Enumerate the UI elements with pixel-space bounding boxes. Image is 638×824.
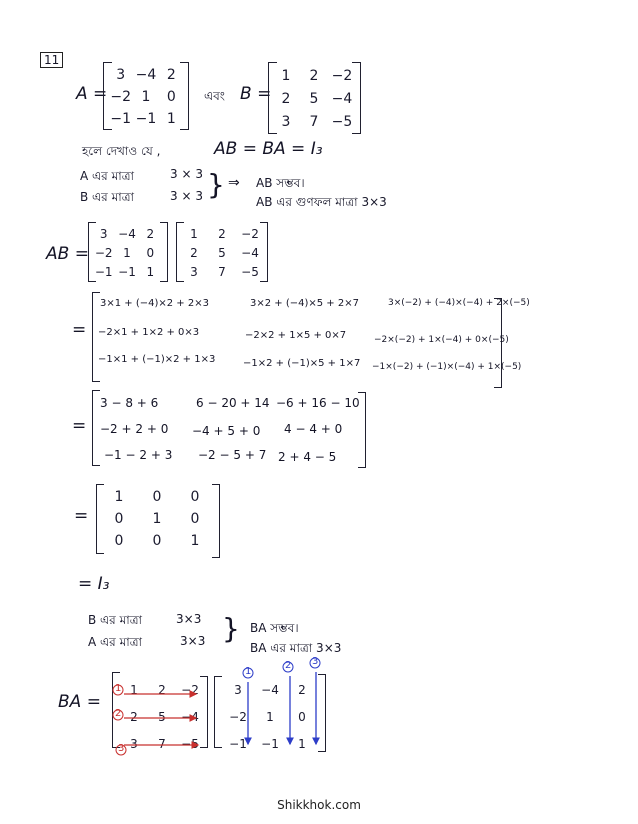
matrix-b-label: B =	[240, 84, 272, 104]
ab-a-cell: 2	[146, 226, 155, 241]
equals-sign: =	[72, 416, 87, 436]
simp-cell: −4 + 5 + 0	[192, 424, 261, 438]
ab-b-cell: −4	[241, 245, 259, 260]
order-b-value: 3 × 3	[170, 189, 203, 203]
ba-a-cell: −1	[261, 736, 279, 751]
order-a2-value: 3×3	[180, 634, 206, 648]
identity-cell: 0	[152, 489, 162, 505]
col-circle-label: 1	[245, 666, 252, 677]
ab-b-cell: 1	[190, 226, 198, 241]
matrix-b-cell: −2	[331, 67, 353, 84]
expand-cell: −2×1 + 1×2 + 0×3	[98, 327, 200, 338]
matrix-a-label: A =	[76, 84, 108, 104]
result-identity: = I₃	[78, 574, 110, 594]
ba-a-cell: 2	[298, 682, 306, 697]
ba-a-cell: 0	[298, 709, 306, 724]
equals-sign: =	[72, 320, 87, 340]
conclusion-ab-possible: AB সম্ভব।	[256, 176, 305, 190]
matrix-b-cell: −4	[331, 90, 353, 107]
matrix-b-cell: −5	[331, 113, 353, 130]
ba-a-cell: −1	[229, 736, 247, 751]
identity-cell: 1	[190, 533, 200, 549]
order-a2-label: A এর মাত্রা	[88, 635, 143, 649]
expand-cell: −1×(−2) + (−1)×(−4) + 1×(−5)	[372, 362, 522, 372]
expand-cell: −1×1 + (−1)×2 + 1×3	[98, 354, 216, 365]
expand-cell: −1×2 + (−1)×5 + 1×7	[243, 358, 361, 369]
ba-b-cell: −2	[181, 682, 199, 697]
conjunction-and: এবং	[204, 89, 225, 103]
matrix-b-cell: 7	[309, 113, 319, 130]
identity-cell: 1	[114, 489, 124, 505]
ba-b-cell: 7	[158, 736, 166, 751]
ab-a-cell: 0	[146, 245, 155, 260]
footer-watermark: Shikkhok.com	[277, 798, 361, 812]
matrix-a-cell: 1	[166, 111, 176, 127]
col-circle-label: 3	[312, 656, 319, 667]
problem-number: 11	[40, 52, 63, 68]
simp-cell: 4 − 4 + 0	[284, 422, 343, 436]
matrix-a-cell: 2	[166, 67, 176, 83]
matrix-b-cell: 1	[281, 67, 291, 84]
ab-a-cell: −1	[94, 264, 113, 279]
ab-b-cell: 2	[190, 245, 198, 260]
ba-a-cell: 3	[234, 682, 242, 697]
simp-cell: −2 + 2 + 0	[100, 422, 169, 436]
brace-right: }	[222, 612, 240, 645]
matrix-a-cell: −4	[135, 67, 157, 83]
ba-b-cell: 2	[158, 682, 166, 697]
row-circle-label: 2	[115, 708, 122, 719]
ba-a-cell: 1	[266, 709, 274, 724]
ba-b-cell: 1	[130, 682, 138, 697]
identity-cell: 0	[152, 533, 162, 549]
expand-cell: −2×(−2) + 1×(−4) + 0×(−5)	[374, 335, 509, 345]
row-circle-label: 3	[118, 743, 125, 754]
ba-a-cell: −4	[261, 682, 279, 697]
order-b2-value: 3×3	[176, 612, 202, 626]
expand-cell: 3×1 + (−4)×2 + 2×3	[100, 298, 209, 309]
prove-equation: AB = BA = I₃	[214, 139, 323, 159]
matrix-b-cell: 3	[281, 113, 291, 130]
implies-arrow: ⇒	[228, 175, 240, 191]
order-a-label: A এর মাত্রা	[80, 169, 135, 183]
ba-label: BA =	[58, 692, 101, 712]
simp-cell: −1 − 2 + 3	[104, 448, 173, 462]
conclusion-ab-order: AB এর গুণফল মাত্রা 3×3	[256, 195, 387, 209]
ab-a-cell: 1	[146, 264, 155, 279]
matrix-b-cell: 5	[309, 90, 319, 107]
expand-cell: 3×2 + (−4)×5 + 2×7	[250, 298, 359, 309]
matrix-b-cell: 2	[309, 67, 319, 84]
col-circle-label: 2	[285, 660, 292, 671]
matrix-a-cell: −1	[135, 111, 157, 127]
matrix-a-cell: −2	[110, 89, 131, 105]
ba-a-cell: 1	[298, 736, 306, 751]
conclusion-ba-order: BA এর মাত্রা 3×3	[250, 641, 342, 655]
identity-cell: 1	[152, 511, 162, 527]
order-a-value: 3 × 3	[170, 167, 203, 181]
ab-b-cell: 5	[218, 245, 226, 260]
equals-sign: =	[74, 506, 89, 526]
row-circle-label: 1	[115, 683, 122, 694]
matrix-a-cell: −1	[110, 111, 131, 127]
ba-b-cell: −4	[181, 709, 199, 724]
order-b2-label: B এর মাত্রা	[88, 613, 143, 627]
ab-a-cell: −4	[118, 226, 136, 241]
conclusion-ba-possible: BA সম্ভব।	[250, 621, 299, 635]
expand-cell: −2×2 + 1×5 + 0×7	[245, 330, 347, 341]
order-b-label: B এর মাত্রা	[80, 190, 135, 204]
simp-cell: 2 + 4 − 5	[278, 450, 337, 464]
ba-b-cell: 2	[130, 709, 138, 724]
simp-cell: −2 − 5 + 7	[198, 448, 267, 462]
ab-label: AB =	[46, 244, 89, 264]
matrix-a-cell: 1	[141, 89, 151, 105]
ab-b-cell: −2	[241, 226, 259, 241]
ab-a-cell: 1	[123, 245, 131, 260]
matrix-a-cell: 0	[166, 89, 176, 105]
ba-b-cell: 3	[130, 736, 138, 751]
expand-cell: 3×(−2) + (−4)×(−4) + 2×(−5)	[388, 298, 530, 308]
ab-b-cell: −5	[241, 264, 259, 279]
ab-a-cell: 3	[99, 226, 108, 241]
identity-cell: 0	[190, 511, 200, 527]
ba-b-cell: 5	[158, 709, 166, 724]
simp-cell: 3 − 8 + 6	[100, 396, 159, 410]
ab-b-cell: 2	[218, 226, 226, 241]
ab-b-cell: 3	[190, 264, 198, 279]
identity-cell: 0	[114, 533, 124, 549]
identity-cell: 0	[114, 511, 124, 527]
ab-a-cell: −2	[94, 245, 113, 260]
brace-right: }	[207, 168, 225, 201]
matrix-a-cell: 3	[116, 67, 126, 83]
ab-a-cell: −1	[118, 264, 136, 279]
ab-b-cell: 7	[218, 264, 226, 279]
ba-b-cell: −5	[181, 736, 199, 751]
simp-cell: −6 + 16 − 10	[276, 396, 360, 410]
ba-a-cell: −2	[229, 709, 247, 724]
matrix-b-cell: 2	[281, 90, 291, 107]
identity-cell: 0	[190, 489, 200, 505]
prove-text: হলে দেখাও যে ,	[82, 144, 161, 158]
simp-cell: 6 − 20 + 14	[196, 396, 270, 410]
